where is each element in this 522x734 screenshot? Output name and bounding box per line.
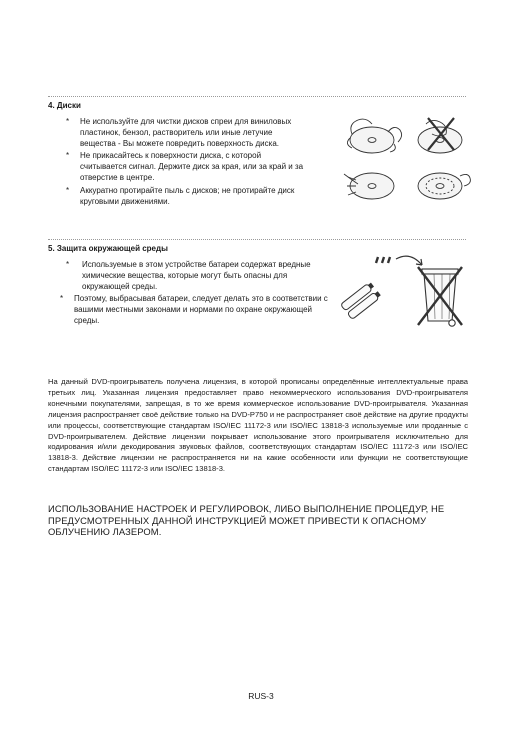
section-divider-top — [48, 96, 466, 97]
list-item: * Аккуратно протирайте пыль с дисков; не протирайте диск круговыми движениями. — [66, 185, 295, 206]
page-number: RUS-3 — [248, 691, 274, 701]
list-item: * Не используйте для чистки дисков спреи для виниловых пластинок, бензол, растворитель или иные летучие вещества - Вы можете повредить поверхность диска. — [66, 117, 292, 148]
section-divider-middle — [48, 239, 466, 240]
crossed-bin-icon — [418, 267, 462, 326]
laser-warning: ИСПОЛЬЗОВАНИЕ НАСТРОЕК И РЕГУЛИРОВОК, ЛИБО ВЫПОЛНЕНИЕ ПРОЦЕДУР, НЕ ПРЕДУСМОТРЕННЫХ ДАННОЙ ИНСТРУКЦИЕЙ МОЖЕТ ПРИВЕСТИ К ОПАСНОМУ ОБЛУЧЕНИЮ ЛАЗЕРОМ. — [48, 503, 445, 538]
disc-handling-illustration — [342, 114, 472, 210]
list-item: * Не прикасайтесь к поверхности диска, с которой считывается сигнал. Держите диск за края, или за край и за отверстие в центре. — [66, 151, 304, 182]
license-paragraph: На данный DVD-проигрыватель получена лицензия, в которой прописаны определённые интеллектуальные права третьих лиц. Указанная лицензия предоставляет право некоммерческого использования DVD-проигрывателя конечными покупателями, запрещая, в то же время коммерческое использование DVD-проигрывателя. Указанная лицензия распространяет своё действие только на DVD-P750 и не распространяет своё действие на другие продукты или процессы, соответствующие стандартам ISO/IEC 11172-3 или ISO/IEC 13818-3 используемые или проданные с DVD-проигрывателем. Действие лицензии покрывает использование этого проигрывателя исключительно для кодирования и/или декодирования звуковых файлов, соответствующих стандартам ISO/IEC 11172-3 или ISO/IEC 13818-3. Действие лицензии не распространяется ни на какие особенности или функции не соответствующие стандартам ISO/IEC 11172-3 или ISO/IEC 13818-3. — [48, 377, 468, 474]
battery-disposal-illustration — [338, 253, 468, 333]
environment-list — [60, 260, 336, 329]
discs-heading: 4. Диски — [48, 101, 81, 110]
discs-list — [66, 117, 308, 209]
list-item: * Поэтому, выбрасывая батареи, следует делать это в соответствии с вашими местными законами и нормами по охране окружающей среды. — [60, 294, 328, 325]
environment-heading: 5. Защита окружающей среды — [48, 244, 168, 253]
list-item: * Используемые в этом устройстве батареи содержат вредные химические вещества, которые могут быть опасны для окружающей среды. — [66, 260, 311, 291]
